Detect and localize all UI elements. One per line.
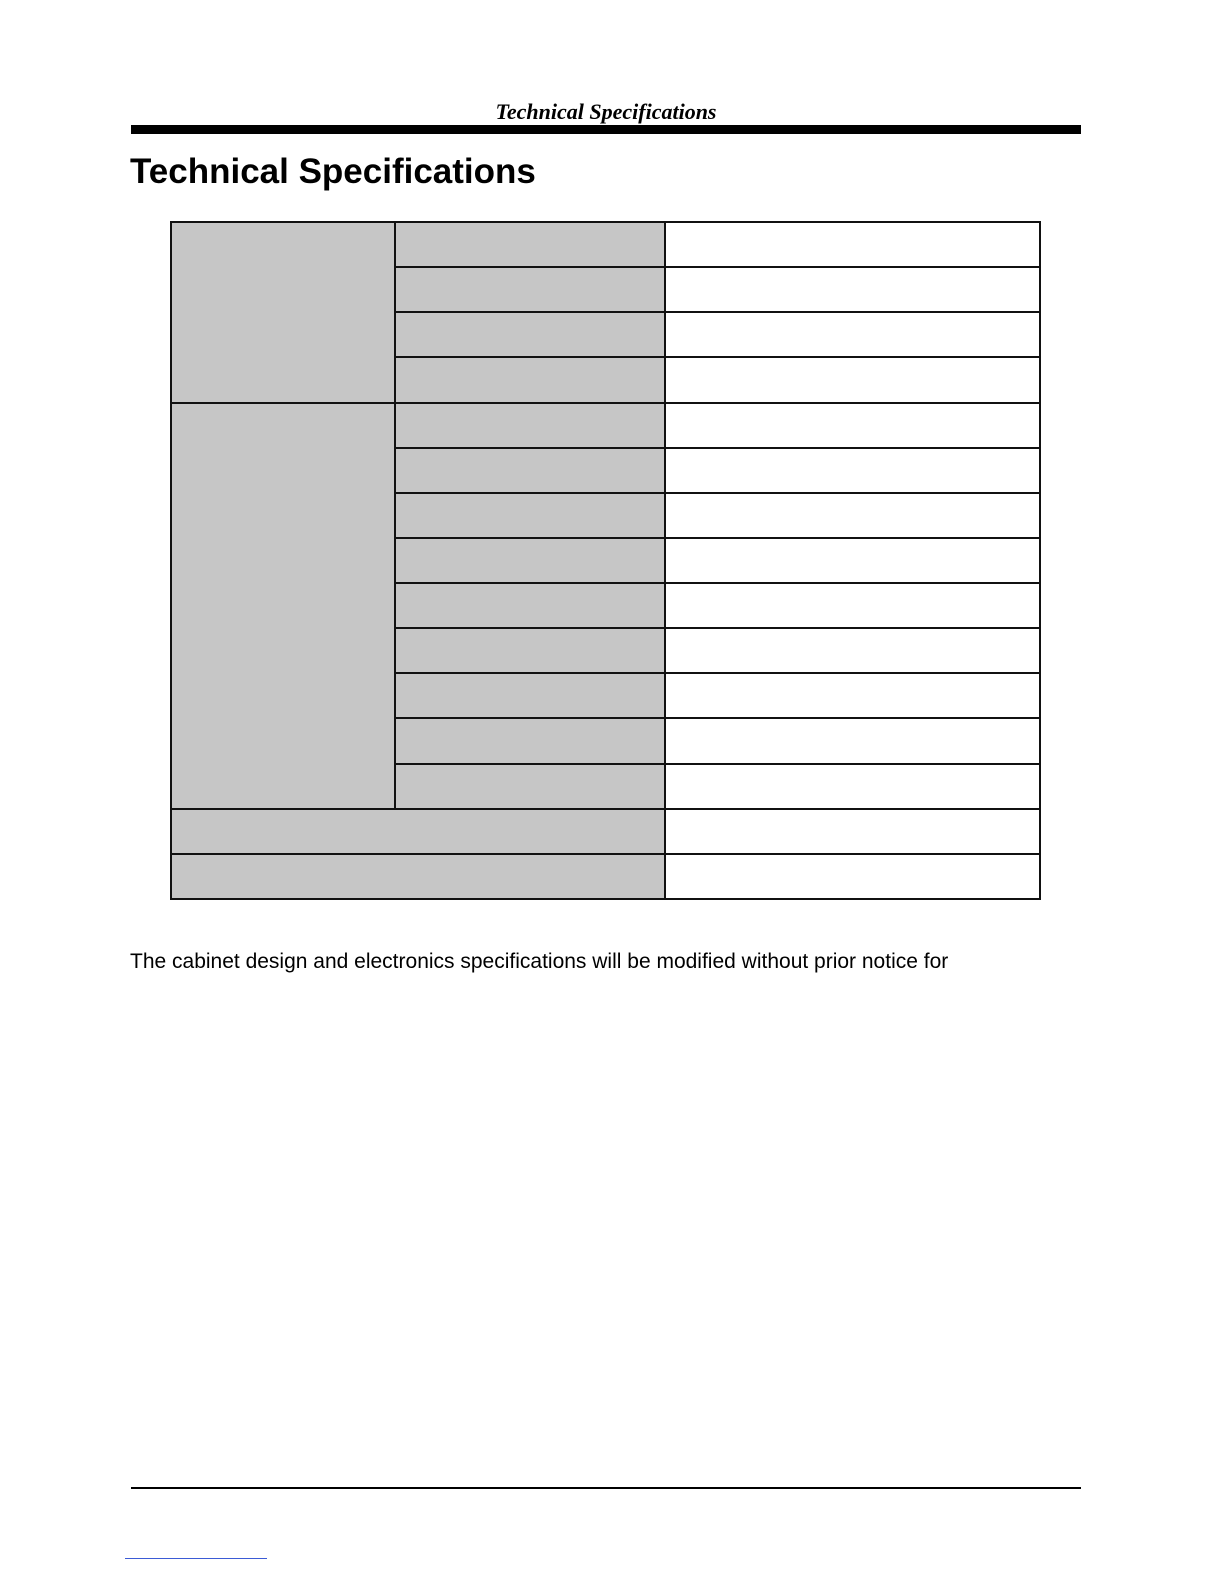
spec-label-cell bbox=[395, 673, 665, 718]
spec-label-cell bbox=[395, 628, 665, 673]
spec-label-cell bbox=[395, 357, 665, 402]
spec-label-cell bbox=[395, 312, 665, 357]
table-row bbox=[171, 403, 1040, 448]
spec-value-cell bbox=[665, 854, 1040, 899]
spec-label-cell bbox=[395, 538, 665, 583]
spec-label-cell bbox=[395, 764, 665, 809]
spec-value-cell bbox=[665, 357, 1040, 402]
spec-value-cell bbox=[665, 764, 1040, 809]
footer-link-underline bbox=[125, 1558, 267, 1559]
spec-label-cell bbox=[171, 809, 665, 854]
page-title: Technical Specifications bbox=[130, 152, 536, 191]
table-row bbox=[171, 809, 1040, 854]
group-label-cell bbox=[171, 403, 395, 809]
spec-value-cell bbox=[665, 538, 1040, 583]
spec-value-cell bbox=[665, 673, 1040, 718]
spec-value-cell bbox=[665, 267, 1040, 312]
running-header: Technical Specifications bbox=[495, 99, 717, 124]
footer-rule bbox=[131, 1487, 1081, 1489]
table-row bbox=[171, 854, 1040, 899]
header-rule bbox=[131, 125, 1081, 134]
spec-label-cell bbox=[395, 493, 665, 538]
spec-value-cell bbox=[665, 628, 1040, 673]
spec-label-cell bbox=[395, 583, 665, 628]
spec-value-cell bbox=[665, 222, 1040, 267]
table-row bbox=[171, 222, 1040, 267]
spec-value-cell bbox=[665, 403, 1040, 448]
spec-value-cell bbox=[665, 312, 1040, 357]
spec-label-cell bbox=[395, 718, 665, 763]
spec-label-cell bbox=[395, 403, 665, 448]
spec-label-cell bbox=[395, 222, 665, 267]
spec-value-cell bbox=[665, 493, 1040, 538]
spec-value-cell bbox=[665, 583, 1040, 628]
spec-label-cell bbox=[171, 854, 665, 899]
spec-value-cell bbox=[665, 448, 1040, 493]
spec-value-cell bbox=[665, 809, 1040, 854]
group-label-cell bbox=[171, 222, 395, 403]
spec-table bbox=[170, 221, 1041, 900]
notice-text: The cabinet design and electronics specifications will be modified without prior notice for bbox=[130, 950, 949, 973]
spec-value-cell bbox=[665, 718, 1040, 763]
spec-label-cell bbox=[395, 448, 665, 493]
spec-label-cell bbox=[395, 267, 665, 312]
